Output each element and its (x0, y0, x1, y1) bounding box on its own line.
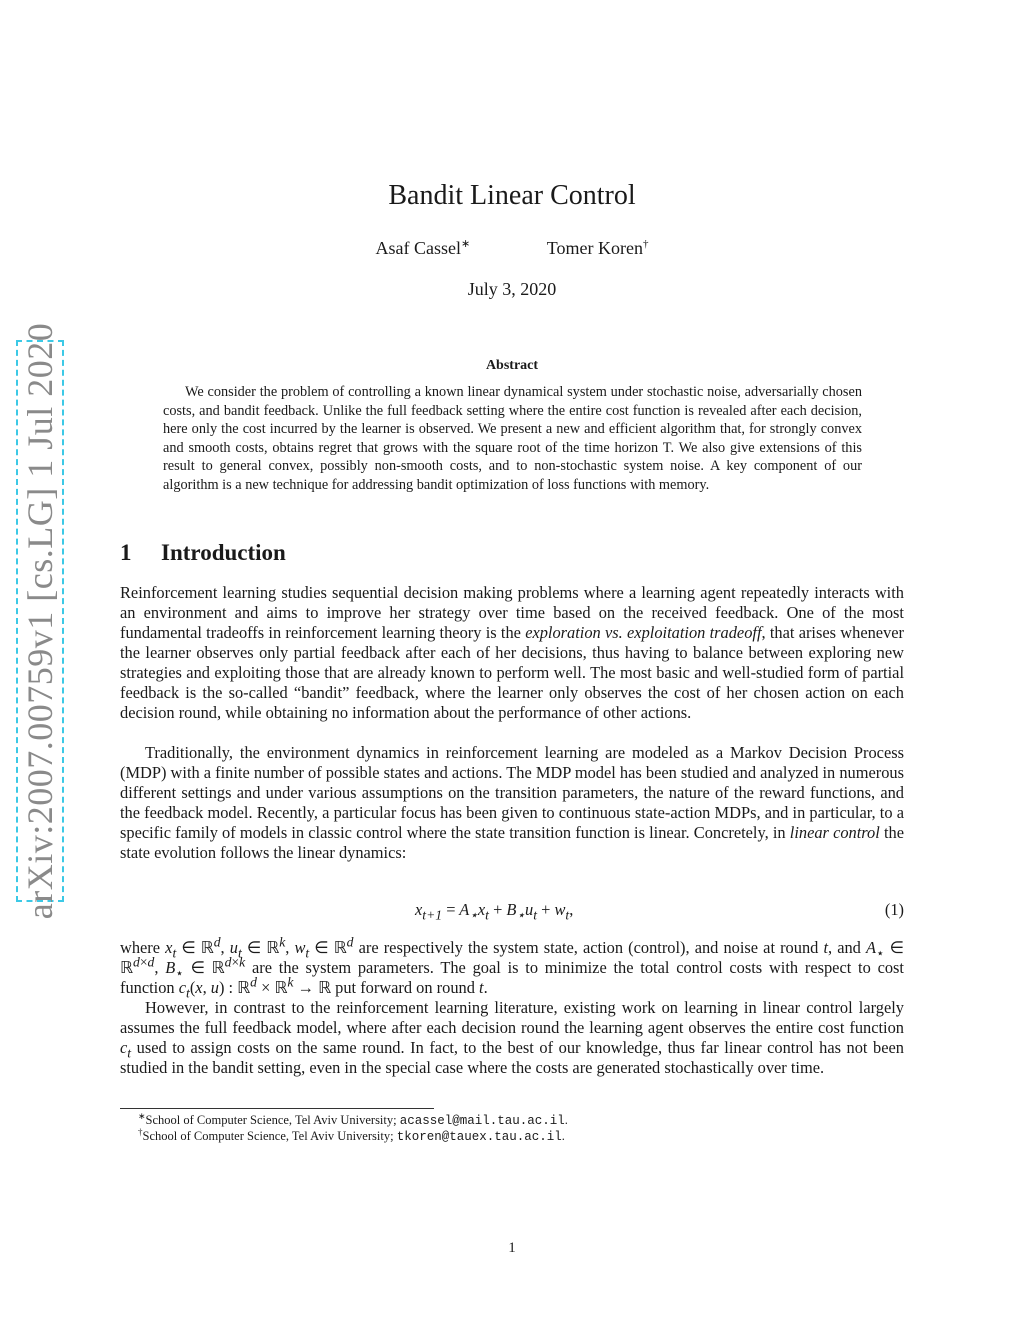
arxiv-stamp (16, 322, 64, 920)
footnote-2-email-link[interactable]: tkoren@tauex.tau.ac.il (396, 1130, 562, 1144)
paragraph-4: However, in contrast to the reinforcement learning literature, existing work on learning in linear control largely assumes the full feedback model, where after each decision round the learning agent observes the entire cost function $c_t$ used to assign costs on the same round. In fact, to the best of our knowledge, thus far linear control has not been studied in the bandit setting, even in the special case where the costs are generated stochastically over time. (120, 998, 904, 1077)
abstract-heading: Abstract (485, 358, 539, 373)
author-1-footnote-mark: ∗ (461, 238, 471, 250)
paragraph-2: Traditionally, the environment dynamics in reinforcement learning are modeled as a Markov Decision Process (MDP) with a finite number of possible states and actions. The MDP model has been studied and analyzed in numerous different settings and under various assumptions on the transition parameters, the nature of the reward functions, and the feedback model. Recently, a particular focus has been given to continuous state-action MDPs, and in particular, to a specific family of models in classic control where the state transition function is linear. Concretely, in linear control the state evolution follows the linear dynamics: (120, 743, 904, 862)
author-list (0, 238, 1024, 259)
paper-title: Bandit Linear Control (388, 180, 636, 211)
paragraph-1: Reinforcement learning studies sequential decision making problems where a learning agent repeatedly interacts with an environment and aims to improve her strategy over time based on the received feedback. One of the most fundamental tradeoffs in reinforcement learning theory is the exploration vs. exploitation tradeoff, that arises whenever the learner observes only partial feedback after each of her decisions, thus having to balance between exploring new strategies and exploiting those that are already known to perform well. The most basic and well-studied form of partial feedback is the so-called “bandit” feedback, where the learner only observes the cost of her chosen action on each decision round, while obtaining no information about the performance of other actions. (120, 583, 904, 722)
page-number: 1 (508, 1240, 516, 1256)
emphasis-linear-control: linear control (789, 823, 880, 842)
footnote-rule (120, 1108, 434, 1109)
arxiv-stamp-text: arXiv:2007.00759v1 [cs.LG] 1 Jul 2020 (20, 322, 60, 920)
emphasis-tradeoff: exploration vs. exploitation tradeoff (525, 623, 762, 642)
footnote-2: †School of Computer Science, Tel Aviv University; tkoren@tauex.tau.ac.il. (138, 1126, 565, 1144)
abstract-text: We consider the problem of controlling a known linear dynamical system under stochastic noise, adversarially chosen costs, and bandit feedback. Unlike the full feedback setting where the entire cost function is revealed after each decision, here only the cost incurred by the learner is observed. We present a new and efficient algorithm that, for strongly convex and smooth costs, obtains regret that grows with the square root of the time horizon T. We also give extensions of this result to general convex, possibly non-smooth costs, and to non-stochastic system noise. A key component of our algorithm is a new technique for addressing bandit optimization of loss functions with memory. (163, 384, 862, 493)
section-number: 1 (120, 540, 132, 565)
author-1: Asaf Cassel∗ (375, 238, 471, 258)
author-2-footnote-mark: † (642, 238, 649, 250)
paper-date: July 3, 2020 (467, 279, 557, 299)
equation-number: (1) (884, 900, 904, 919)
footnote-1: ∗School of Computer Science, Tel Aviv University; acassel@mail.tau.ac.il. (138, 1110, 568, 1128)
footnote-1-email-link[interactable]: acassel@mail.tau.ac.il (399, 1114, 565, 1128)
section-title: Introduction (161, 540, 286, 565)
paragraph-3: where $x_t$ ∈ ℝ$^d$, $u_t$ ∈ ℝ$^k$, $w_t$ ∈ ℝ$^d$ are respectively the system state, action (control), and noise at round t, and $A_⋆$ ∈ ℝ$^{d\times d}$, $B_⋆$ ∈ ℝ$^{d\times k}$ are the system parameters. The goal is to minimize the total control costs with respect to cost function $c_t(x$, u) : ℝ$^d$ × ℝ$^k$ → ℝ put forward on round t. (120, 934, 904, 1001)
section-heading (120, 540, 286, 566)
equation-expression: $x_{t+1} = A_⋆x_t + B_⋆u_t + w_t$, (415, 900, 574, 923)
author-2: Tomer Koren† (546, 238, 649, 258)
